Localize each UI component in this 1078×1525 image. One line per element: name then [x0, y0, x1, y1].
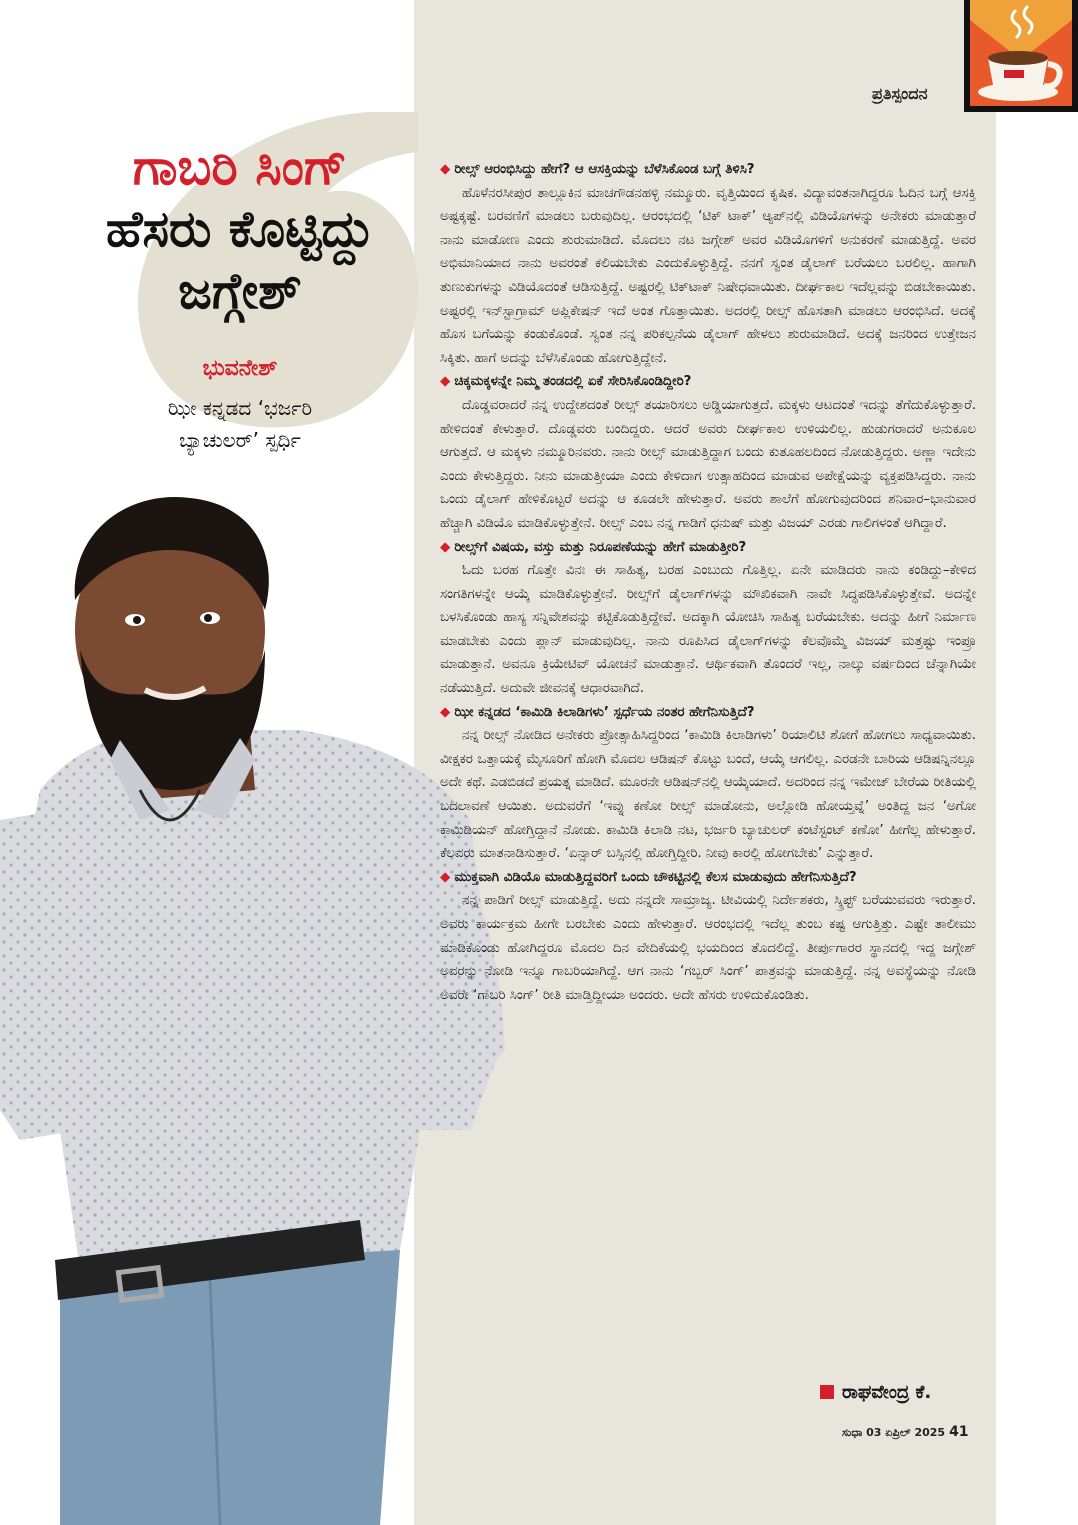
publication-date: ಸುಧಾ 03 ಏಪ್ರಿಲ್ 2025 — [842, 1426, 946, 1439]
subject-description-line-1: ಝೀ ಕನ್ನಡದ ‘ಭರ್ಜರಿ — [167, 396, 313, 420]
page-number: 41 — [949, 1424, 969, 1440]
author-byline — [820, 1382, 931, 1403]
question: ◆ ಝೀ ಕನ್ನಡದ ‘ಕಾಮಿಡಿ ಕಿಲಾಡಿಗಳು’ ಸ್ಪರ್ಧೆಯ ನಂತರ ಹೇಗೆನಿಸುತ್ತಿದೆ? — [440, 704, 755, 720]
headline-line-1: ಗಾಬರಿ ಸಿಂಗ್ — [132, 138, 348, 196]
article-body — [440, 158, 976, 1007]
author-name: ರಾಘವೇಂದ್ರ ಕೆ. — [842, 1382, 932, 1403]
answer: ನನ್ನ ಪಾಡಿಗೆ ರೀಲ್ಸ್ ಮಾಡುತ್ತಿದ್ದೆ. ಅದು ನನ್ನದೇ ಸಾಮ್ರಾಜ್ಯ. ಟೀವಿಯಲ್ಲಿ ನಿರ್ದೇಶಕರು, ಸ್ಕ್ರಿಪ್ಟ್ ಬರೆಯುವವರು ಇರುತ್ತಾರೆ. ಅವರು ಕಾರ್ಯಕ್ರಮ ಹೀಗೇ ಬರಬೇಕು ಎಂದು ಹೇಳುತ್ತಾರೆ. ಆರಂಭದಲ್ಲಿ ಇದೆಲ್ಲ ತುಂಬ ಕಷ್ಟ ಆಗುತ್ತಿತ್ತು. ಎಷ್ಟೇ ತಾಲೀಮು ಮಾಡಿಕೊಂಡು ಹೋಗಿದ್ದರೂ ಮೊದಲ ದಿನ ವೇದಿಕೆಯಲ್ಲಿ ಭಯದಿಂದ ತೊದಲಿದ್ದೆ. ತೀರ್ಪುಗಾರರ ಸ್ಥಾನದಲ್ಲಿ ಇದ್ದ ಜಗ್ಗೇಶ್ ಅವರನ್ನು ನೋಡಿ ಇನ್ನೂ ಗಾಬರಿಯಾಗಿದ್ದೆ. ಆಗ ನಾನು ‘ಗಬ್ಬರ್ ಸಿಂಗ್’ ಪಾತ್ರವನ್ನು ಮಾಡುತ್ತಿದ್ದೆ. ನನ್ನ ಅವಸ್ಥೆಯನ್ನು ನೋಡಿ ಅವರೇ ‘ಗಾಬರಿ ಸಿಂಗ್’ ರೀತಿ ಮಾಡ್ತಿದ್ದೀಯಾ ಅಂದರು. ಅದೇ ಹೆಸರು ಉಳಿದುಕೊಂಡಿತು. — [440, 893, 976, 1003]
section-label: ಪ್ರತಿಸ್ಪಂದನ — [872, 84, 928, 103]
subject-description — [40, 392, 440, 456]
subject-description-line-2: ಬ್ಯಾಚುಲರ್’ ಸ್ಪರ್ಧಿ — [179, 428, 301, 452]
diamond-bullet-icon: ◆ — [440, 869, 451, 885]
subject-name: ಭುವನೇಶ್ — [202, 356, 278, 381]
page-footer — [842, 1424, 969, 1440]
diamond-bullet-icon: ◆ — [440, 162, 451, 177]
question: ◆ ರೀಲ್ಸ್‌ಗೆ ವಿಷಯ, ವಸ್ತು ಮತ್ತು ನಿರೂಪಣೆಯನ್ನು ಹೇಗೆ ಮಾಡುತ್ತೀರಿ? — [440, 539, 747, 555]
answer: ಹೊಳೆನರಸೀಪುರ ತಾಲ್ಲೂಕಿನ ಮಾಚಗೌಡನಹಳ್ಳಿ ನಮ್ಮೂರು. ವೃತ್ತಿಯಿಂದ ಕೃಷಿಕ. ವಿದ್ಯಾವಂತನಾಗಿದ್ದರೂ ಓದಿನ ಬಗ್ಗೆ ಆಸಕ್ತಿ ಅಷ್ಟಕ್ಕಷ್ಟೆ. ಬರವಣಿಗೆ ಮಾಡಲು ಬರುವುದಿಲ್ಲ. ಆರಂಭದಲ್ಲಿ ‘ಟಿಕ್ ಟಾಕ್’ ಆ್ಯಪ್‌ನಲ್ಲಿ ವಿಡಿಯೊಗಳನ್ನು ಅನೇಕರು ಮಾಡುತ್ತಾರೆ ನಾನು ಮಾಡೋಣ ಎಂದು ಶುರುಮಾಡಿದೆ. ಮೊದಲು ನಟ ಜಗ್ಗೇಶ್ ಅವರ ವಿಡಿಯೊಗಳಿಗೆ ಅನುಕರಣೆ ಮಾಡುತ್ತಿದ್ದೆ. ಅವರ ಅಭಿಮಾನಿಯಾದ ನಾನು ಅವರಂತೆ ಕಲಿಯಬೇಕು ಎಂದುಕೊಳ್ಳುತ್ತಿದ್ದೆ. ನನಗೆ ಸ್ವಂತ ಡೈಲಾಗ್ ಬರೆಯಲು ಬರಲಿಲ್ಲ. ಹಾಗಾಗಿ ತುಣುಕುಗಳನ್ನು ವಿಡಿಯೊದಂತೆ ಆಡಿಸುತ್ತಿದ್ದೆ. ಅಷ್ಟರಲ್ಲಿ ಟಿಕ್‌ಟಾಕ್ ನಿಷೇಧವಾಯಿತು. ದೀರ್ಘಕಾಲ ಇದೆಲ್ಲವನ್ನು ಬಿಡಬೇಕಾಯಿತು. ಅಷ್ಟರಲ್ಲಿ ಇನ್‌ಸ್ಟಾಗ್ರಾಮ್ ಅಪ್ಲಿಕೇಷನ್ ಇದೆ ಅಂತ ಗೊತ್ತಾಯಿತು. ಅದರಲ್ಲಿ ರೀಲ್ಸ್ ಹೊಸತಾಗಿ ಮಾಡಲು ಆರಂಭಿಸಿದೆ. ಅದಕ್ಕೆ ಹೊಸ ಬಗೆಯನ್ನು ಕಂಡುಕೊಂಡೆ. ಸ್ವಂತ ನನ್ನ ಪರಿಕಲ್ಪನೆಯ ಡೈಲಾಗ್ ಹೇಳಲು ಶುರುಮಾಡಿದೆ. ಅದಕ್ಕೆ ಜನರಿಂದ ಉತ್ತೇಜನ ಸಿಕ್ಕಿತು. ಹಾಗೆ ಅದನ್ನು ಬೆಳೆಸಿಕೊಂಡು ಹೋಗುತ್ತಿದ್ದೇನೆ. — [440, 185, 976, 366]
question: ◆ ಚಿಕ್ಕಮಕ್ಕಳನ್ನೇ ನಿಮ್ಮ ತಂಡದಲ್ಲಿ ಏಕೆ ಸೇರಿಸಿಕೊಂಡಿದ್ದೀರಿ? — [440, 374, 692, 390]
question: ◆ ರೀಲ್ಸ್ ಆರಂಭಿಸಿದ್ದು ಹೇಗೆ? ಆ ಆಸಕ್ತಿಯನ್ನು ಬೆಳೆಸಿಕೊಂಡ ಬಗ್ಗೆ ತಿಳಿಸಿ? — [440, 162, 755, 177]
headline-line-3: ಜಗ್ಗೇಶ್ — [178, 262, 302, 320]
question: ◆ ಮುಕ್ತವಾಗಿ ವಿಡಿಯೊ ಮಾಡುತ್ತಿದ್ದವರಿಗೆ ಒಂದು ಚೌಕಟ್ಟಿನಲ್ಲಿ ಕೆಲಸ ಮಾಡುವುದು ಹೇಗೆನಿಸುತ್ತಿದೆ? — [440, 869, 857, 885]
diamond-bullet-icon: ◆ — [440, 704, 451, 720]
headline-line-2: ಹೆಸರು ಕೊಟ್ಟಿದ್ದು — [105, 200, 375, 258]
column-logo — [964, 0, 1078, 112]
answer: ನನ್ನ ರೀಲ್ಸ್ ನೋಡಿದ ಅನೇಕರು ಪ್ರೋತ್ಸಾಹಿಸಿದ್ದರಿಂದ ‘ಕಾಮಿಡಿ ಕಿಲಾಡಿಗಳು’ ರಿಯಾಲಿಟಿ ಶೋಗೆ ಹೋಗಲು ಸಾಧ್ಯವಾಯಿತು. ವೀಕ್ಷಕರ ಒತ್ತಾಯಕ್ಕೆ ಮೈಸೂರಿಗೆ ಹೋಗಿ ಮೊದಲ ಆಡಿಷನ್ ಕೊಟ್ಟು ಬಂದೆ, ಆಯ್ಕೆ ಆಗಲಿಲ್ಲ. ಎರಡನೇ ಬಾರಿಯ ಆಡಿಷನ್ನಿನಲ್ಲೂ ಅದೇ ಕಥೆ. ಎಡಬಿಡದೆ ಪ್ರಯತ್ನ ಮಾಡಿದೆ. ಮೂರನೇ ಆಡಿಷನ್‌ನಲ್ಲಿ ಆಯ್ಕೆಯಾದೆ. ಅದರಿಂದ ನನ್ನ ಇಮೇಜ್ ಬೇರೆಯ ರೀತಿಯಲ್ಲಿ ಬದಲಾವಣೆ ಆಯಿತು. ಅದುವರೆಗೆ ‘ಇವ್ನು ಕಣೋ ರೀಲ್ಸ್ ಮಾಡೋನು, ಅಲ್ಲೋಡಿ ಹೋಯ್ತವ್ನೆ’ ಅಂತಿದ್ದ ಜನ ‘ಅಗೋ ಕಾಮಿಡಿಯನ್ ಹೋಗ್ತಿದ್ದಾನೆ ನೋಡು. ಕಾಮಿಡಿ ಕಿಲಾಡಿ ನಟ, ಭರ್ಜರಿ ಬ್ಯಾಚುಲರ್ ಕಂಟೆಸ್ಟಂಟ್ ಕಣೋ’ ಹೀಗೆಲ್ಲ ಹೇಳುತ್ತಾರೆ. ಕೆಲವರು ಮಾತನಾಡಿಸುತ್ತಾರೆ. ‘ಏನ್ಸಾರ್ ಬಸ್ಸಿನಲ್ಲಿ ಹೋಗ್ತಿದ್ದೀರಿ. ನೀವು ಕಾರಲ್ಲಿ ಹೋಗಬೇಕು’ ಎನ್ನುತ್ತಾರೆ. — [440, 728, 976, 862]
square-bullet-icon — [820, 1385, 834, 1399]
diamond-bullet-icon: ◆ — [440, 374, 451, 390]
headline — [40, 136, 440, 322]
answer: ಓದು ಬರಹ ಗೊತ್ತೇ ವಿನಃ ಈ ಸಾಹಿತ್ಯ, ಬರಹ ಎಂಬುದು ಗೊತ್ತಿಲ್ಲ. ಏನೇ ಮಾಡಿದರು ನಾನು ಕಂಡಿದ್ದು–ಕೇಳಿದ ಸಂಗತಿಗಳನ್ನೇ ಆಯ್ಕೆ ಮಾಡಿಕೊಳ್ಳುತ್ತೇನೆ. ರೀಲ್ಸ್‌ಗೆ ಡೈಲಾಗ್‌ಗಳನ್ನು ಮೌಖಿಕವಾಗಿ ನಾವೇ ಸಿದ್ಧಪಡಿಸಿಕೊಳ್ಳುತ್ತೇವೆ. ಅದನ್ನೇ ಬಳಸಿಕೊಂಡು ಹಾಸ್ಯ ಸನ್ನಿವೇಶವನ್ನು ಕಟ್ಟಿಕೊಡುತ್ತಿದ್ದೇವೆ. ಅದಕ್ಕಾಗಿ ಯೋಚಿಸಿ ಸಾಹಿತ್ಯ ಬರೆಯಬೇಕು. ಅದನ್ನು ಹೀಗೆ ನಿರ್ಮಾಣ ಮಾಡಬೇಕು ಎಂದು ಪ್ಲಾನ್ ಮಾಡುವುದಿಲ್ಲ. ನಾನು ರೂಪಿಸಿದ ಡೈಲಾಗ್‌ಗಳನ್ನು ಕೆಲವೊಮ್ಮೆ ವಿಜಯ್ ಮತ್ತಷ್ಟು ಇಂಪ್ರೂ ಮಾಡುತ್ತಾನೆ. ಅವನೂ ಕ್ರಿಯೇಟಿವ್ ಯೋಚನೆ ಮಾಡುತ್ತಾನೆ. ಆರ್ಥಿಕವಾಗಿ ತೊಂದರೆ ಇಲ್ಲ, ನಾಲ್ಕು ವರ್ಷದಿಂದ ಚೆನ್ನಾಗಿಯೇ ನಡೆಯುತ್ತಿದೆ. ಅದುವೇ ಜೀವನಕ್ಕೆ ಆಧಾರವಾಗಿದೆ. — [440, 563, 976, 697]
answer: ದೊಡ್ಡವರಾದರೆ ನನ್ನ ಉದ್ದೇಶದಂತೆ ರೀಲ್ಸ್ ತಯಾರಿಸಲು ಅಡ್ಡಿಯಾಗುತ್ತದೆ. ಮಕ್ಕಳು ಆಟದಂತೆ ಇದನ್ನು ತೆಗೆದುಕೊಳ್ಳುತ್ತಾರೆ. ಹೇಳಿದಂತೆ ಕೇಳುತ್ತಾರೆ. ದೊಡ್ಡವರು ಬಂದಿದ್ದರು. ಆದರೆ ಅವರು ದೀರ್ಘಕಾಲ ಉಳಿಯಲಿಲ್ಲ. ಹುಡುಗರಾದರೆ ಅನುಕೂಲ ಆಗುತ್ತದೆ. ಆ ಮಕ್ಕಳು ನಮ್ಮೂರಿನವರು. ನಾನು ರೀಲ್ಸ್ ಮಾಡುತ್ತಿದ್ದಾಗ ಬಂದು ಕುತೂಹಲದಿಂದ ನೋಡುತ್ತಿದ್ದರು. ಅಣ್ಣಾ ಇದೇನು ಎಂದು ಕೇಳುತ್ತಿದ್ದರು. ನೀನು ಮಾಡುತ್ತೀಯಾ ಎಂದು ಕೇಳಿದಾಗ ಉತ್ಸಾಹದಿಂದ ಮಾಡುವ ಅಪೇಕ್ಷೆಯನ್ನು ವ್ಯಕ್ತಪಡಿಸಿದ್ದರು. ನಾನು ಒಂದು ಡೈಲಾಗ್ ಹೇಳಿಕೊಟ್ಟರೆ ಅದನ್ನು ಆ ಕೂಡಲೇ ಹೇಳುತ್ತಾರೆ. ಅವರು ಶಾಲೆಗೆ ಹೋಗುವುದರಿಂದ ಶನಿವಾರ–ಭಾನುವಾರ ಹೆಚ್ಚಾಗಿ ವಿಡಿಯೊ ಮಾಡಿಕೊಳ್ಳುತ್ತೇನೆ. ರೀಲ್ಸ್ ಎಂಬ ನನ್ನ ಗಾಡಿಗೆ ಧನುಷ್ ಮತ್ತು ವಿಜಯ್ ಎರಡು ಗಾಲಿಗಳಂತೆ ಆಗಿದ್ದಾರೆ. — [440, 397, 976, 531]
diamond-bullet-icon: ◆ — [440, 539, 451, 555]
coffee-cup-icon — [970, 0, 1072, 106]
